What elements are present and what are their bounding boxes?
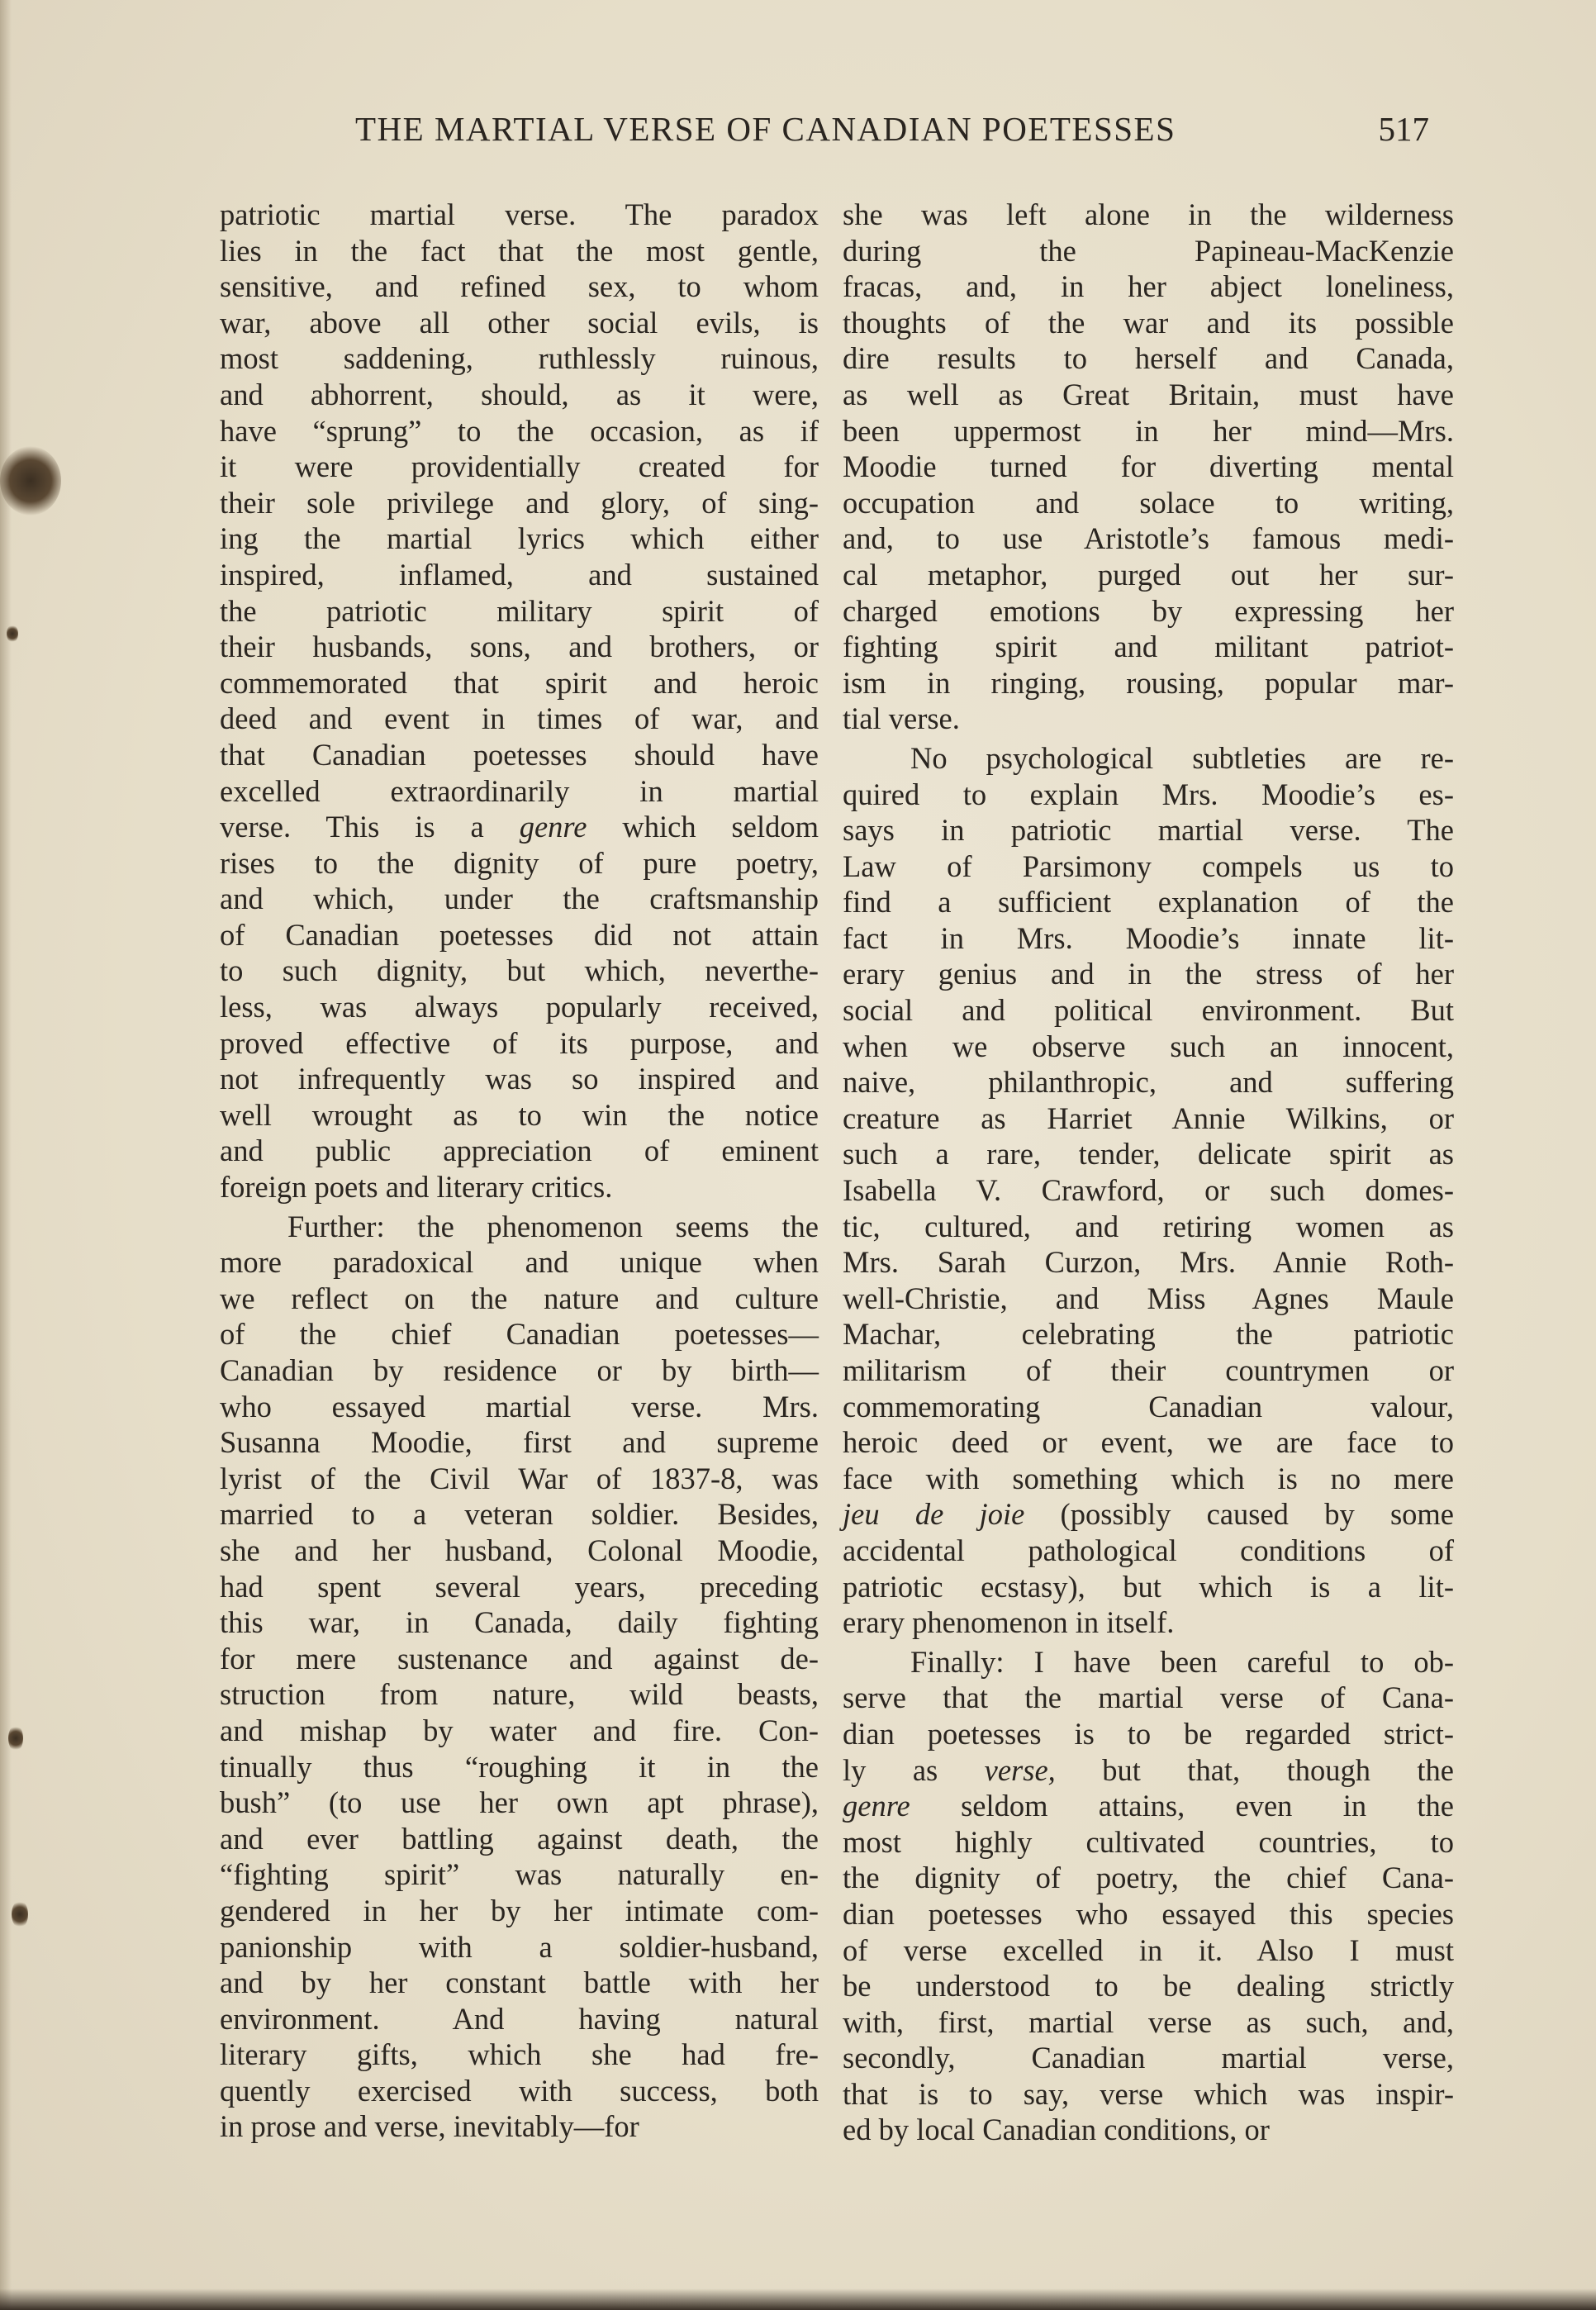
page-edge-shadow [0,0,12,2310]
text-line: well wrought as to win the notice [220,1097,819,1132]
text-line: and which, under the craftsmanship [220,882,819,916]
text-line: commemorated that spirit and heroic [220,665,819,700]
text-line: foreign poets and literary critics. [220,1170,613,1205]
ink-stain [0,446,61,516]
text-line: creature as Harriet Annie Wilkins, or [843,1100,1454,1135]
page-header [355,109,1429,159]
text-line: gendered in her by her intimate com- [220,1893,819,1927]
text-line: fighting spirit and militant patriot- [843,630,1454,664]
text-line: dian poetesses is to be regarded strict- [843,1716,1454,1751]
text-line: proved effective of its purpose, and [220,1025,819,1060]
ink-stain [7,625,18,643]
text-line: to such dignity, but which, neverthe- [220,953,819,988]
text-line: tial verse. [843,701,960,736]
text-line: she and her husband, Colonal Moodie, [220,1533,819,1567]
text-line: patriotic ecstasy), but which is a lit- [843,1569,1454,1604]
text-line: such a rare, tender, delicate spirit as [843,1137,1454,1172]
paragraph [220,197,819,1205]
text-line: with, first, martial verse as such, and, [843,2004,1454,2039]
text-line: ism in ringing, rousing, popular mar- [843,665,1454,700]
text-line: Isabella V. Crawford, or such domes- [843,1173,1454,1208]
text-line: “fighting spirit” was naturally en- [220,1857,819,1892]
text-line: quently exercised with success, both [220,2073,819,2108]
text-line: face with something which is no mere [843,1461,1454,1495]
text-line: who essayed martial verse. Mrs. [220,1389,819,1424]
text-line: we reflect on the nature and culture [220,1281,819,1315]
text-line: and ever battling against death, the [220,1821,819,1856]
text-line: inspired, inflamed, and sustained [220,557,819,592]
text-line: as well as Great Britain, must have [843,377,1454,411]
text-line: erary phenomenon in itself. [843,1605,1175,1640]
text-line: naive, philanthropic, and suffering [843,1065,1454,1100]
text-line: not infrequently was so inspired and [220,1062,819,1096]
text-line: militarism of their countrymen or [843,1353,1454,1387]
text-line: heroic deed or event, we are face to [843,1425,1454,1460]
left-column [220,197,819,2145]
text-line: commemorating Canadian valour, [843,1389,1454,1424]
text-line: lies in the fact that the most gentle, [220,233,819,268]
text-line: this war, in Canada, daily fighting [220,1605,819,1640]
text-line: that is to say, verse which was inspir- [843,2076,1454,2111]
text-line: and, to use Aristotle’s famous medi- [843,521,1454,556]
text-line: excelled extraordinarily in martial [220,773,819,808]
text-line: sensitive, and refined sex, to whom [220,269,819,304]
text-line: be understood to be dealing strictly [843,1969,1454,2003]
text-line: Susanna Moodie, first and supreme [220,1425,819,1460]
page-number: 517 [1378,110,1429,148]
text-line: rises to the dignity of pure poetry, [220,845,819,880]
text-line: less, was always popularly received, [220,990,819,1024]
text-line: for mere sustenance and against de- [220,1641,819,1675]
text-line: Canadian by residence or by birth— [220,1353,819,1387]
running-title: THE MARTIAL VERSE OF CANADIAN POETESSES [355,110,1176,148]
text-line: ing the martial lyrics which either [220,521,819,556]
text-line: occupation and solace to writing, [843,485,1454,520]
text-line: their husbands, sons, and brothers, or [220,630,819,664]
text-line: literary gifts, which she had fre- [220,2037,819,2072]
text-line: Machar, celebrating the patriotic [843,1317,1454,1352]
text-line: tic, cultured, and retiring women as [843,1209,1454,1243]
text-line: war, above all other social evils, is [220,305,819,340]
text-line: verse. This is a genre which seldom [220,810,819,844]
right-column [843,197,1454,2148]
paragraph [843,740,1454,1641]
page-bottom-shadow [0,2289,1596,2310]
text-line: serve that the martial verse of Cana- [843,1680,1454,1715]
text-line: environment. And having natural [220,2001,819,2036]
text-line: charged emotions by expressing her [843,593,1454,628]
text-line: lyrist of the Civil War of 1837-8, was [220,1461,819,1495]
text-line: in prose and verse, inevitably—for [220,2109,639,2144]
text-line: quired to explain Mrs. Moodie’s es- [843,777,1454,811]
text-line: erary genius and in the stress of her [843,957,1454,991]
text-line: Mrs. Sarah Curzon, Mrs. Annie Roth- [843,1245,1454,1280]
text-line: and mishap by water and fire. Con- [220,1713,819,1747]
text-line: panionship with a soldier-husband, [220,1929,819,1964]
text-line: the patriotic military spirit of [220,593,819,628]
text-line: genre seldom attains, even in the [843,1789,1454,1823]
text-line: have “sprung” to the occasion, as if [220,413,819,448]
text-line: the dignity of poetry, the chief Cana- [843,1861,1454,1895]
text-line: social and political environment. But [843,993,1454,1028]
text-line: dire results to herself and Canada, [843,341,1454,376]
text-line: their sole privilege and glory, of sing- [220,485,819,520]
text-line: when we observe such an innocent, [843,1029,1454,1063]
text-line: Law of Parsimony compels us to [843,848,1454,883]
text-line: and public appreciation of eminent [220,1134,819,1168]
text-line: ly as verse, but that, though the [843,1752,1454,1787]
text-line: and abhorrent, should, as it were, [220,377,819,411]
text-line: been uppermost in her mind—Mrs. [843,413,1454,448]
paragraph [843,1644,1454,2148]
text-line: of the chief Canadian poetesses— [220,1317,819,1352]
text-line: fracas, and, in her abject loneliness, [843,269,1454,304]
text-line: accidental pathological conditions of [843,1533,1454,1567]
text-line: Finally: I have been careful to ob- [910,1644,1454,1679]
text-line: tinually thus “roughing it in the [220,1749,819,1784]
text-line: ed by local Canadian conditions, or [843,2113,1270,2147]
text-line: during the Papineau-MacKenzie [843,233,1454,268]
text-line: most saddening, ruthlessly ruinous, [220,341,819,376]
text-line: more paradoxical and unique when [220,1245,819,1280]
text-line: jeu de joie (possibly caused by some [843,1497,1454,1532]
text-line: find a sufficient explanation of the [843,885,1454,920]
text-line: secondly, Canadian martial verse, [843,2041,1454,2075]
text-line: fact in Mrs. Moodie’s innate lit- [843,920,1454,955]
paragraph [843,197,1454,737]
text-line: had spent several years, preceding [220,1569,819,1604]
text-line: cal metaphor, purged out her sur- [843,557,1454,592]
text-line: of Canadian poetesses did not attain [220,917,819,952]
ink-stain [8,1725,23,1752]
paragraph [220,1209,819,2145]
text-line: married to a veteran soldier. Besides, [220,1497,819,1532]
text-line: and by her constant battle with her [220,1965,819,2000]
text-line: that Canadian poetesses should have [220,737,819,772]
text-line: says in patriotic martial verse. The [843,813,1454,848]
text-line: most highly cultivated countries, to [843,1824,1454,1859]
text-line: of verse excelled in it. Also I must [843,1932,1454,1967]
text-line: deed and event in times of war, and [220,701,819,736]
text-line: Further: the phenomenon seems the [287,1209,819,1243]
text-line: she was left alone in the wilderness [843,197,1454,231]
text-line: struction from nature, wild beasts, [220,1677,819,1712]
text-line: dian poetesses who essayed this species [843,1896,1454,1931]
text-line: bush” (to use her own apt phrase), [220,1785,819,1820]
text-line: thoughts of the war and its possible [843,305,1454,340]
text-line: well-Christie, and Miss Agnes Maule [843,1281,1454,1315]
text-line: No psychological subtleties are re- [910,740,1454,775]
text-line: it were providentially created for [220,449,819,484]
text-line: Moodie turned for diverting mental [843,449,1454,484]
text-line: patriotic martial verse. The paradox [220,197,819,231]
ink-stain [12,1900,28,1928]
